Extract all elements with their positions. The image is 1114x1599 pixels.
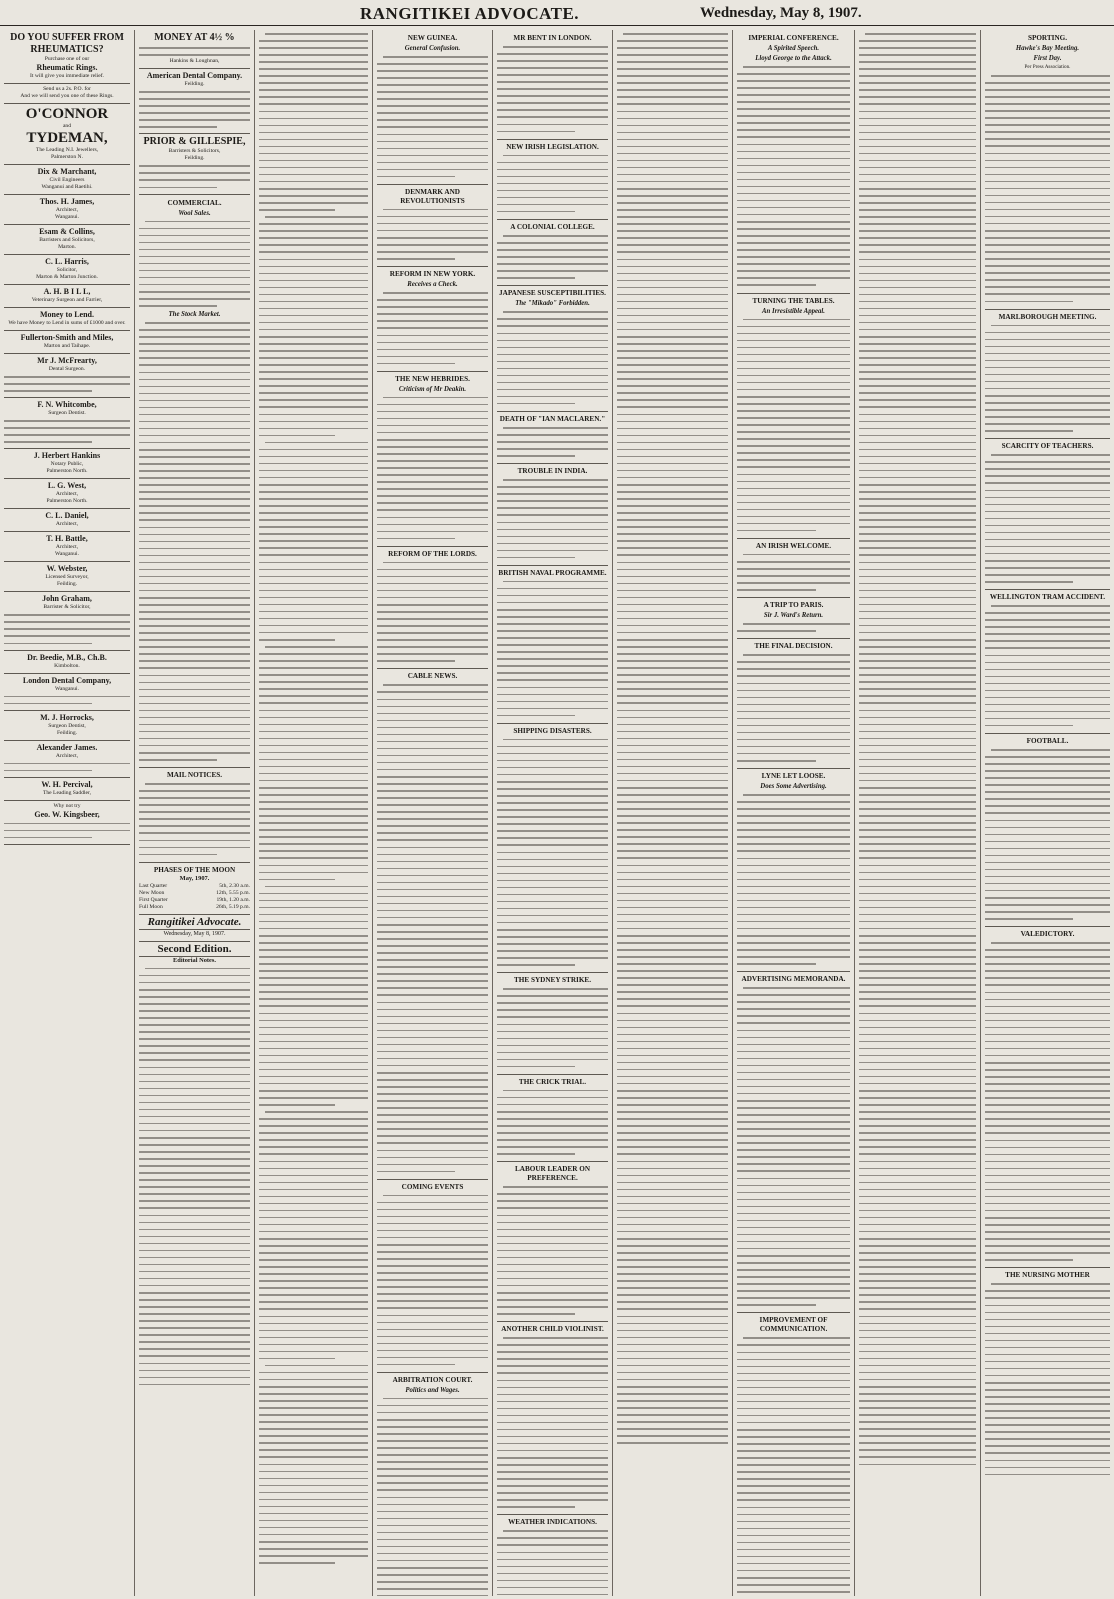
ad-hankins-town: Palmerston North. — [46, 468, 88, 475]
subheading-spirited-speech: A Spirited Speech. — [767, 45, 820, 52]
ad-harris-town: Marton & Marton Junction. — [36, 274, 98, 280]
ad-esam-collins: Esam & Collins, — [39, 227, 95, 236]
ad-horrocks: M. J. Horrocks, — [40, 712, 94, 722]
ad-london-dental: London Dental Company, — [22, 675, 112, 685]
article-stock-market-text — [139, 319, 250, 763]
moon-table — [139, 883, 250, 911]
heading-lyne-let-loose: LYNE LET LOOSE. — [737, 768, 850, 781]
newspaper-title: RANGITIKEI ADVOCATE. — [360, 4, 580, 23]
ad-american-dental-town: Feilding. — [184, 81, 205, 88]
heading-tram-accident: WELLINGTON TRAM ACCIDENT. — [985, 589, 1110, 602]
heading-naval-programme: BRITISH NAVAL PROGRAMME. — [497, 565, 608, 578]
heading-new-guinea: NEW GUINEA. — [407, 34, 458, 42]
ad-webster-town: Feilding. — [56, 581, 78, 588]
heading-japanese: JAPANESE SUSCEPTIBILITIES. — [497, 285, 608, 298]
heading-second-edition: Second Edition. — [139, 941, 250, 957]
column-4 — [372, 30, 492, 1596]
moon-month: May, 1907. — [179, 874, 210, 882]
subheading-irresistible-appeal: An Irresistible Appeal. — [761, 307, 825, 315]
heading-trouble-india: TROUBLE IN INDIA. — [497, 463, 608, 476]
ad-send-line: Send us a 2s. P.O. for — [43, 86, 91, 92]
ad-battle-town: Wanganui. — [55, 551, 79, 558]
ad-why-not-try: Why not try — [53, 802, 81, 809]
ad-oconnor-and: and — [62, 123, 72, 129]
ad-rheumatics-tag: It will give you immediate relief. — [30, 73, 104, 79]
moon-row — [139, 904, 250, 911]
ad-fullerton-smith: Fullerton-Smith and Miles, — [20, 333, 114, 342]
ad-west: L. G. West, — [47, 481, 87, 491]
ad-daniel: C. L. Daniel, — [45, 511, 89, 521]
ad-hankins-loughnan: Hankins & Loughnan, — [169, 58, 220, 65]
ad-percival: W. H. Percival, — [41, 779, 93, 789]
subheading-general-confusion: General Confusion. — [404, 45, 461, 52]
heading-mr-bent: MR BENT IN LONDON. — [513, 34, 592, 42]
heading-irish-legislation: NEW IRISH LEGISLATION. — [497, 139, 608, 152]
moon-time: 26th, 5.19 p.m. — [216, 903, 250, 910]
ad-alexander-james: Alexander James. — [36, 742, 98, 752]
moon-phase: Last Quarter — [139, 882, 168, 889]
heading-weather: WEATHER INDICATIONS. — [497, 1514, 608, 1527]
ad-esam-town: Marton. — [58, 244, 76, 250]
ad-battle-line: Architect, — [55, 544, 79, 551]
ad-whitcombe: F. N. Whitcombe, — [37, 400, 97, 410]
heading-sydney-strike: THE SYDNEY STRIKE. — [497, 972, 608, 985]
ad-rheumatics-main: Rheumatic Rings. — [36, 63, 98, 72]
moon-time: 19th, 1.20 a.m. — [216, 896, 250, 903]
ad-bill-line: Veterinary Surgeon and Farrier, — [31, 297, 103, 303]
ad-horrocks-town: Feilding. — [56, 729, 78, 736]
heading-ian-maclaren: DEATH OF "IAN MACLAREN." — [497, 411, 608, 424]
ad-jewellers-line: The Leading N.I. Jewellers, — [35, 147, 99, 153]
ad-webster-line: Licensed Surveyor, — [45, 574, 89, 581]
heading-nursing-mother: THE NURSING MOTHER — [985, 1267, 1110, 1280]
ad-west-line: Architect, — [55, 491, 79, 498]
heading-colonial-college: A COLONIAL COLLEGE. — [497, 219, 608, 232]
press-association-credit: Per Press Association. — [1024, 64, 1071, 70]
ad-kingsbeer: Geo. W. Kingsbeer, — [34, 809, 100, 819]
ad-tydeman-name: TYDEMAN, — [26, 130, 108, 146]
moon-time: 5th, 2.30 a.m. — [219, 882, 250, 889]
ad-dix-line: Civil Engineers — [49, 177, 85, 183]
ad-percival-line: The Leading Saddler, — [42, 789, 92, 796]
heading-mail-notices: MAIL NOTICES. — [139, 767, 250, 780]
heading-shipping-disasters: SHIPPING DISASTERS. — [497, 723, 608, 736]
column-7 — [732, 30, 854, 1596]
ad-money-four-half: MONEY AT 4½ % — [154, 32, 235, 43]
ad-oconnor-name: O'CONNOR — [25, 106, 109, 122]
subheading-stock-market: The Stock Market. — [168, 311, 221, 319]
column-2 — [134, 30, 254, 1596]
ad-rheumatics-sub: Purchase one of our — [44, 56, 90, 62]
heading-cable-news: CABLE NEWS. — [377, 668, 488, 681]
subheading-receives-check: Receives a Check. — [407, 281, 458, 289]
heading-marlborough: MARLBOROUGH MEETING. — [985, 309, 1110, 322]
ad-graham-line: Barrister & Solicitor, — [43, 604, 91, 611]
ad-battle: T. H. Battle, — [46, 534, 88, 544]
column-3 — [254, 30, 372, 1596]
heading-football: FOOTBALL. — [985, 733, 1110, 746]
ad-dix-town: Wanganui and Raetihi. — [41, 184, 93, 190]
paper-title-inner: Rangitikei Advocate. — [139, 914, 250, 930]
ad-beedie: Dr. Beedie, M.B., Ch.B. — [27, 652, 107, 662]
column-6 — [612, 30, 732, 1596]
ad-american-dental: American Dental Company. — [146, 71, 243, 81]
moon-phase: Full Moon — [139, 903, 163, 910]
heading-reform-new-york: REFORM IN NEW YORK. — [377, 266, 488, 279]
subheading-lloyd-george: Lloyd George to the Attack. — [755, 55, 832, 62]
ad-dix-marchant: Dix & Marchant, — [37, 167, 97, 176]
heading-final-decision: THE FINAL DECISION. — [737, 638, 850, 651]
subheading-advertising: Does Some Advertising. — [760, 783, 827, 791]
column-5 — [492, 30, 612, 1596]
moon-phase: First Quarter — [139, 896, 168, 903]
subheading-politics-wages: Politics and Wages. — [405, 1386, 460, 1394]
heading-trip-paris: A TRIP TO PARIS. — [737, 597, 850, 610]
ad-daniel-line: Architect, — [55, 521, 79, 528]
article-editorial-text — [139, 965, 250, 1388]
ad-horrocks-line: Surgeon Dentist, — [48, 722, 86, 729]
ad-jewellers-town: Palmerston N. — [50, 154, 83, 160]
moon-row — [139, 883, 250, 890]
moon-time: 12th, 5.55 p.m. — [216, 889, 250, 896]
heading-turning-tables: TURNING THE TABLES. — [737, 293, 850, 306]
ad-money-to-lend: Money to Lend. — [40, 310, 94, 319]
heading-crick-trial: THE CRICK TRIAL. — [497, 1074, 608, 1087]
ad-james-town: Wanganui. — [55, 214, 79, 220]
heading-irish-welcome: AN IRISH WELCOME. — [737, 538, 850, 551]
moon-row — [139, 897, 250, 904]
article-mail-notices-text — [139, 780, 250, 858]
ad-whitcombe-line: Surgeon Dentist. — [48, 410, 86, 417]
ad-prior-town: Feilding. — [184, 155, 205, 162]
ad-rheumatics-headline: DO YOU SUFFER FROM RHEUMATICS? — [10, 32, 124, 55]
ad-prior-gillespie: PRIOR & GILLESPIE, — [143, 136, 246, 148]
heading-improvement-communication: IMPROVEMENT OF COMMUNICATION. — [737, 1312, 850, 1334]
heading-coming-events: COMING EVENTS — [377, 1179, 488, 1192]
ad-hankins: J. Herbert Hankins — [33, 451, 101, 461]
ad-james-line: Architect, — [55, 207, 79, 213]
ad-mcfrearty-line: Dental Surgeon. — [48, 366, 86, 372]
heading-arbitration-court: ARBITRATION COURT. — [377, 1372, 488, 1385]
column-9 — [980, 30, 1114, 1596]
subheading-hawkes-bay: Hawke's Bay Meeting. — [1015, 45, 1080, 52]
paper-date-inner: Wednesday, May 8, 1907. — [163, 930, 226, 937]
ad-money-line: We have Money to Lend in sums of £1000 and over. — [8, 320, 126, 326]
heading-reform-lords: REFORM OF THE LORDS. — [377, 546, 488, 559]
heading-denmark: DENMARK AND REVOLUTIONISTS — [377, 184, 488, 206]
heading-child-violinist: ANOTHER CHILD VIOLINIST. — [497, 1321, 608, 1334]
heading-scarcity-teachers: SCARCITY OF TEACHERS. — [985, 438, 1110, 451]
heading-labour-leader: LABOUR LEADER ON PREFERENCE. — [497, 1161, 608, 1183]
moon-phase: New Moon — [139, 889, 165, 896]
heading-sporting: SPORTING. — [1027, 34, 1068, 42]
column-1-advertisements — [0, 30, 134, 1596]
ad-london-dental-line: Wanganui. — [55, 685, 79, 692]
subheading-first-day: First Day. — [1033, 55, 1062, 62]
subheading-wool-sales: Wool Sales. — [178, 209, 211, 217]
column-8 — [854, 30, 980, 1596]
ad-thos-james: Thos. H. James, — [39, 197, 95, 206]
ad-prior-line: Barristers & Solicitors, — [168, 148, 221, 155]
heading-new-hebrides: THE NEW HEBRIDES. — [377, 371, 488, 384]
heading-commercial: COMMERCIAL. — [167, 198, 222, 207]
heading-valedictory: VALEDICTORY. — [985, 926, 1110, 939]
ad-alexander-line: Architect, — [55, 752, 79, 759]
ad-webster: W. Webster, — [46, 564, 88, 574]
ad-esam-line: Barristers and Solicitors, — [39, 237, 95, 243]
ad-and-line: And we will send you one of these Rings. — [20, 93, 114, 99]
ad-beedie-line: Kimbolton. — [54, 662, 80, 669]
subheading-mikado: The "Mikado" Forbidden. — [515, 300, 590, 308]
subheading-criticism-deakin: Criticism of Mr Deakin. — [398, 385, 467, 393]
ad-fullerton-line: Marton and Taihape. — [43, 343, 91, 349]
ad-west-town: Palmerston North. — [46, 498, 88, 505]
moon-row — [139, 890, 250, 897]
masthead — [0, 0, 1114, 26]
newspaper-date: Wednesday, May 8, 1907. — [700, 5, 862, 21]
subheading-ward-return: Sir J. Ward's Return. — [763, 612, 824, 620]
ad-hankins-line: Notary Public, — [50, 461, 84, 468]
ad-mcfrearty: Mr J. McFrearty, — [37, 356, 97, 365]
ad-bill: A. H. B I L L, — [43, 287, 91, 296]
heading-imperial-conference: IMPERIAL CONFERENCE. — [748, 34, 839, 42]
heading-editorial-notes: Editorial Notes. — [173, 956, 216, 964]
article-wool-sales-text — [139, 218, 250, 310]
heading-advertising-memoranda: ADVERTISING MEMORANDA. — [737, 971, 850, 984]
ad-graham: John Graham, — [42, 594, 92, 604]
heading-phases-of-moon: PHASES OF THE MOON — [139, 862, 250, 875]
ad-harris: C. L. Harris, — [45, 257, 89, 266]
article-column-3-text — [259, 30, 368, 1566]
ad-harris-line: Solicitor, — [56, 267, 78, 273]
